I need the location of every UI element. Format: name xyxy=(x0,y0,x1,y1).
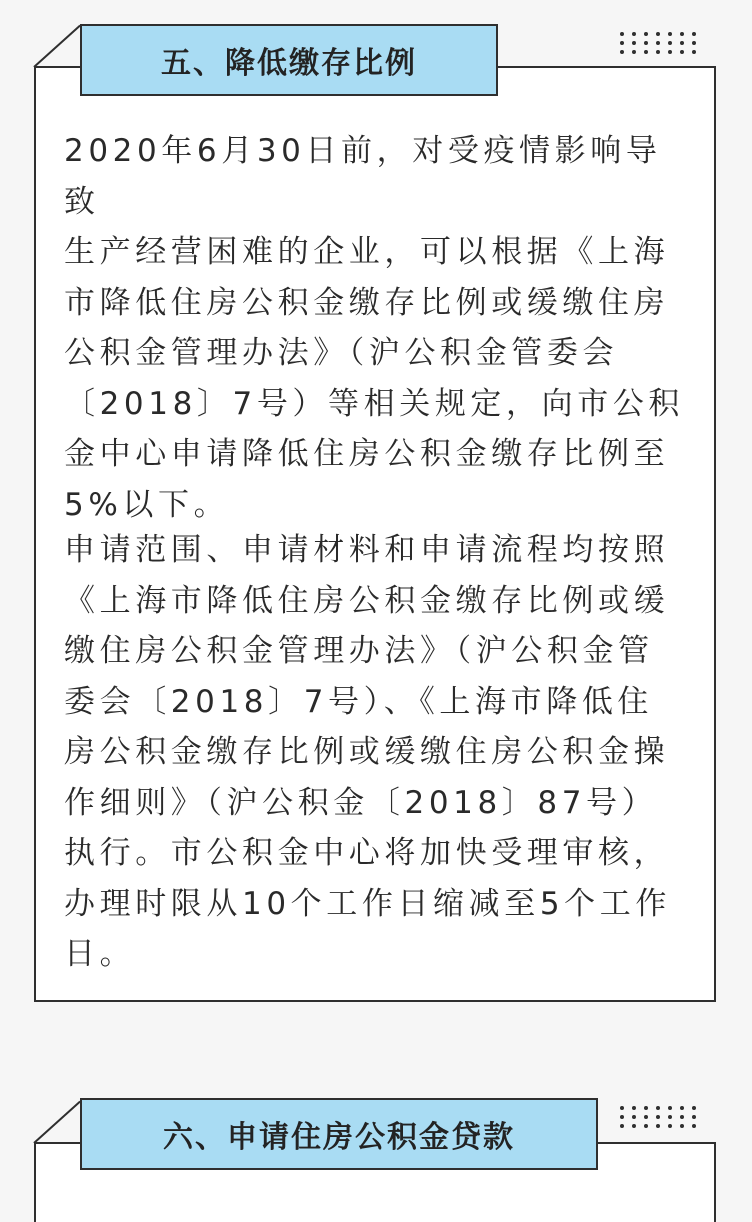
card-corner-decoration xyxy=(33,1101,80,1144)
dot-grid-icon xyxy=(618,1104,702,1132)
dot-grid-icon xyxy=(618,30,702,58)
section-title-text: 五、降低缴存比例 xyxy=(161,46,417,81)
section-title-text: 六、申请住房公积金贷款 xyxy=(163,1120,515,1155)
paragraph-reduce-ratio: 2020年6月30日前，对受疫情影响导致 生产经营困难的企业，可以根据《上海 市降低住房公积金缴存比例或缓缴住房 公积金管理办法》（沪公积金管委会 〔2018〕7号）等相关规定，向市公积 金中心申请降低住房公积金缴存比例至 5%以下。 xyxy=(64,133,685,523)
card-corner-decoration xyxy=(33,25,80,68)
section-title-6 xyxy=(80,1098,598,1170)
paragraph-application-scope: 申请范围、申请材料和申请流程均按照 《上海市降低住房公积金缴存比例或缓 缴住房公积金管理办法》（沪公积金管 委会〔2018〕7号）、《上海市降低住 房公积金缴存比例或缓缴住房公积金操 作细则》（沪公积金〔2018〕87号） 执行。市公积金中心将加快受理审核， 办理时限从10个工作日缩减至5个工作 日。 xyxy=(64,532,671,972)
section-title-5 xyxy=(80,24,498,96)
